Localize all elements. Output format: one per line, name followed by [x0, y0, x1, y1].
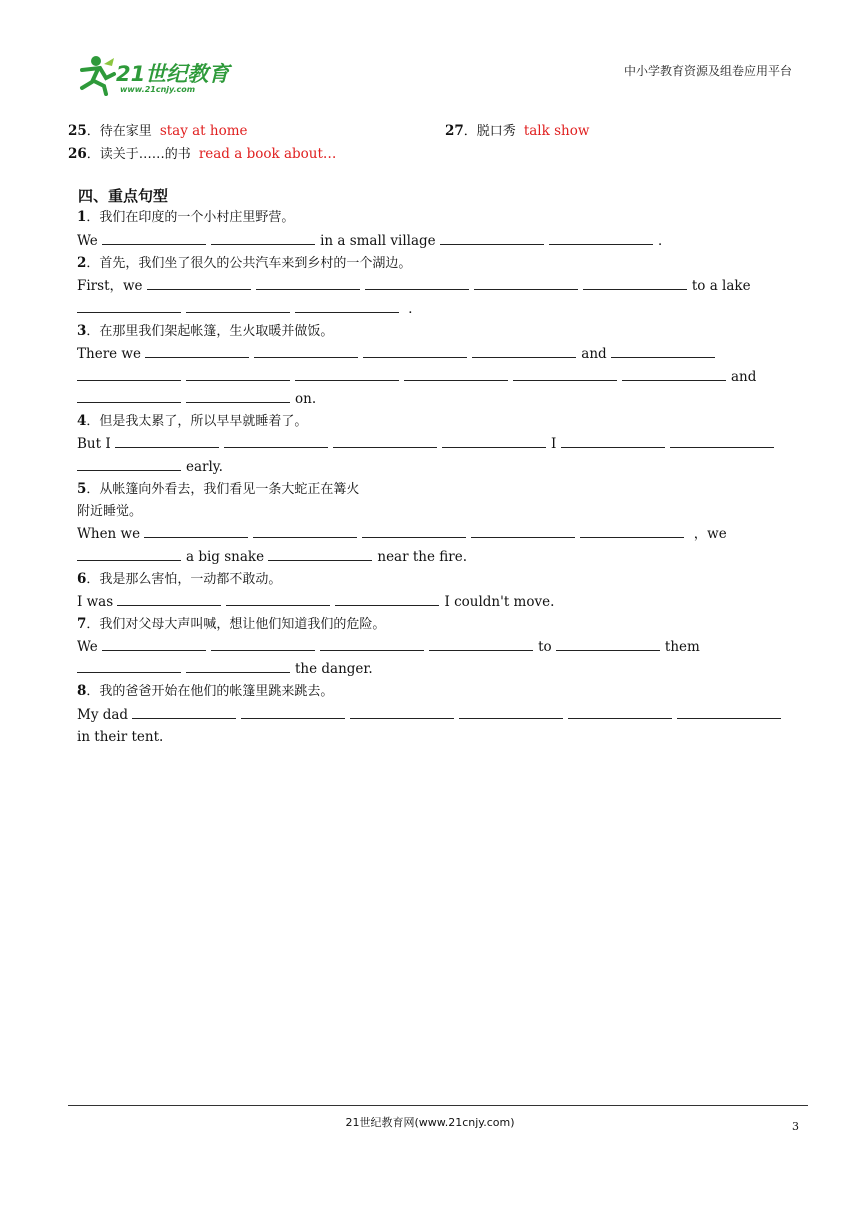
blank[interactable]	[677, 706, 781, 719]
blank[interactable]	[622, 368, 726, 381]
sentence-text: ．	[657, 233, 672, 249]
answer-line-5b	[77, 548, 467, 566]
blank[interactable]	[224, 435, 328, 448]
blank[interactable]	[77, 300, 181, 313]
blank[interactable]	[268, 548, 372, 561]
blank[interactable]	[144, 525, 248, 538]
vocab-number: 26	[68, 146, 87, 162]
question-chinese: ．但是我太累了，所以早早就睡着了。	[86, 414, 308, 429]
blank[interactable]	[186, 300, 290, 313]
vocab-number: 25	[68, 123, 87, 139]
site-logo	[72, 52, 242, 98]
question-number: 8	[77, 683, 87, 699]
blank[interactable]	[102, 638, 206, 651]
blank[interactable]	[365, 277, 469, 290]
sentence-text: and	[581, 346, 607, 362]
vocab-item-27	[445, 120, 589, 139]
question-4	[77, 412, 307, 431]
question-chinese: ．我们对父母大声叫喊，想让他们知道我们的危险。	[86, 617, 386, 632]
answer-line-7b	[77, 660, 373, 678]
blank[interactable]	[102, 232, 206, 245]
answer-line-6	[77, 593, 554, 611]
answer-line-7a	[77, 638, 700, 656]
page-number: 3	[792, 1120, 799, 1133]
question-chinese: ．我的爸爸开始在他们的帐篷里跳来跳去。	[86, 684, 334, 699]
sentence-text: There we	[77, 346, 141, 362]
blank[interactable]	[670, 435, 774, 448]
blank[interactable]	[404, 368, 508, 381]
vocab-answer: talk show	[523, 123, 590, 139]
question-7	[77, 615, 385, 634]
blank[interactable]	[561, 435, 665, 448]
blank[interactable]	[549, 232, 653, 245]
blank[interactable]	[295, 300, 399, 313]
blank[interactable]	[253, 525, 357, 538]
answer-line-2b	[77, 300, 422, 318]
question-number: 3	[77, 323, 87, 339]
blank[interactable]	[568, 706, 672, 719]
blank[interactable]	[580, 525, 684, 538]
question-number: 6	[77, 571, 87, 587]
vocab-chinese: ．读关于……的书	[86, 147, 191, 162]
question-chinese: ．从帐篷向外看去，我们看见一条大蛇正在篝火	[86, 482, 360, 497]
blank[interactable]	[115, 435, 219, 448]
vocab-chinese: ．待在家里	[86, 124, 152, 139]
answer-line-4a	[77, 435, 779, 453]
sentence-text: near the fire.	[377, 549, 467, 565]
vocab-item-26	[68, 143, 336, 162]
question-8	[77, 682, 333, 701]
blank[interactable]	[254, 345, 358, 358]
blank[interactable]	[556, 638, 660, 651]
sentence-text: early.	[186, 459, 223, 475]
blank[interactable]	[132, 706, 236, 719]
blank[interactable]	[472, 345, 576, 358]
vocab-answer: stay at home	[159, 123, 248, 139]
blank[interactable]	[333, 435, 437, 448]
sentence-text: ，we	[693, 526, 727, 542]
blank[interactable]	[77, 548, 181, 561]
question-6	[77, 570, 281, 589]
sentence-text: I	[550, 436, 557, 452]
sentence-text: We	[77, 639, 98, 655]
blank[interactable]	[77, 390, 181, 403]
blank[interactable]	[211, 638, 315, 651]
vocab-item-25	[68, 120, 248, 139]
sentence-text: and	[731, 369, 757, 385]
blank[interactable]	[147, 277, 251, 290]
sentence-text: I couldn't move.	[444, 594, 555, 610]
brand-name: 21世纪教育	[116, 62, 230, 86]
sentence-text: a big snake	[186, 549, 265, 565]
answer-line-1	[77, 232, 671, 250]
sentence-text: in their tent.	[77, 729, 164, 745]
brand-url: www.21cnjy.com	[120, 85, 196, 94]
sentence-text: But I	[77, 436, 111, 452]
answer-line-2a	[77, 277, 751, 295]
blank[interactable]	[145, 345, 249, 358]
blank[interactable]	[335, 593, 439, 606]
blank[interactable]	[442, 435, 546, 448]
blank[interactable]	[186, 390, 290, 403]
blank[interactable]	[211, 232, 315, 245]
section-title: 四、重点句型	[78, 187, 169, 205]
blank[interactable]	[440, 232, 544, 245]
question-3	[77, 322, 333, 341]
sentence-text: First，we	[77, 278, 143, 294]
blank[interactable]	[186, 660, 290, 673]
blank[interactable]	[320, 638, 424, 651]
answer-line-3a	[77, 345, 720, 363]
blank[interactable]	[583, 277, 687, 290]
sentence-text: them	[664, 639, 700, 655]
answer-line-8b	[77, 728, 163, 746]
blank[interactable]	[77, 368, 181, 381]
blank[interactable]	[350, 706, 454, 719]
blank[interactable]	[471, 525, 575, 538]
vocab-number: 27	[445, 123, 464, 139]
blank[interactable]	[186, 368, 290, 381]
blank[interactable]	[474, 277, 578, 290]
blank[interactable]	[459, 706, 563, 719]
question-2	[77, 254, 411, 273]
sentence-text: to a lake	[691, 278, 751, 294]
question-number: 1	[77, 209, 87, 225]
blank[interactable]	[241, 706, 345, 719]
question-number: 2	[77, 255, 87, 271]
blank[interactable]	[295, 368, 399, 381]
sentence-text: We	[77, 233, 98, 249]
question-chinese: ．我们在印度的一个小村庄里野营。	[86, 210, 295, 225]
answer-line-8a	[77, 706, 786, 724]
answer-line-3b	[77, 368, 756, 386]
question-5	[77, 480, 359, 499]
blank[interactable]	[117, 593, 221, 606]
blank[interactable]	[256, 277, 360, 290]
vocab-chinese: ．脱口秀	[463, 124, 516, 139]
question-chinese: ．首先，我们坐了很久的公共汽车来到乡村的一个湖边。	[86, 256, 412, 271]
blank[interactable]	[226, 593, 330, 606]
blank[interactable]	[362, 525, 466, 538]
question-number: 7	[77, 616, 87, 632]
blank[interactable]	[77, 458, 181, 471]
sentence-text: to	[538, 639, 552, 655]
answer-line-5a	[77, 525, 727, 543]
blank[interactable]	[429, 638, 533, 651]
sentence-text: ．	[408, 301, 422, 317]
answer-line-4b	[77, 458, 223, 476]
sentence-text: When we	[77, 526, 141, 542]
blank[interactable]	[363, 345, 467, 358]
question-number: 5	[77, 481, 87, 497]
question-chinese: ．在那里我们架起帐篷，生火取暖并做饭。	[86, 324, 334, 339]
footer-divider	[68, 1105, 808, 1106]
question-1	[77, 208, 294, 227]
footer-site: 21世纪教育网(www.21cnjy.com)	[345, 1116, 515, 1129]
answer-line-3c	[77, 390, 316, 408]
blank[interactable]	[611, 345, 715, 358]
question-chinese: 附近睡觉。	[77, 504, 143, 519]
runner-logo-icon	[74, 54, 118, 96]
blank[interactable]	[513, 368, 617, 381]
sentence-text: I was	[77, 594, 114, 610]
sentence-text: the danger.	[295, 661, 373, 677]
sentence-text: in a small village	[320, 233, 436, 249]
question-chinese: ．我是那么害怕，一动都不敢动。	[86, 572, 282, 587]
vocab-answer: read a book about…	[198, 146, 337, 162]
platform-name: 中小学教育资源及组卷应用平台	[623, 64, 792, 78]
question-number: 4	[77, 413, 87, 429]
question-5-cont	[77, 502, 142, 521]
sentence-text: My dad	[77, 707, 129, 723]
blank[interactable]	[77, 660, 181, 673]
sentence-text: on.	[295, 391, 317, 407]
